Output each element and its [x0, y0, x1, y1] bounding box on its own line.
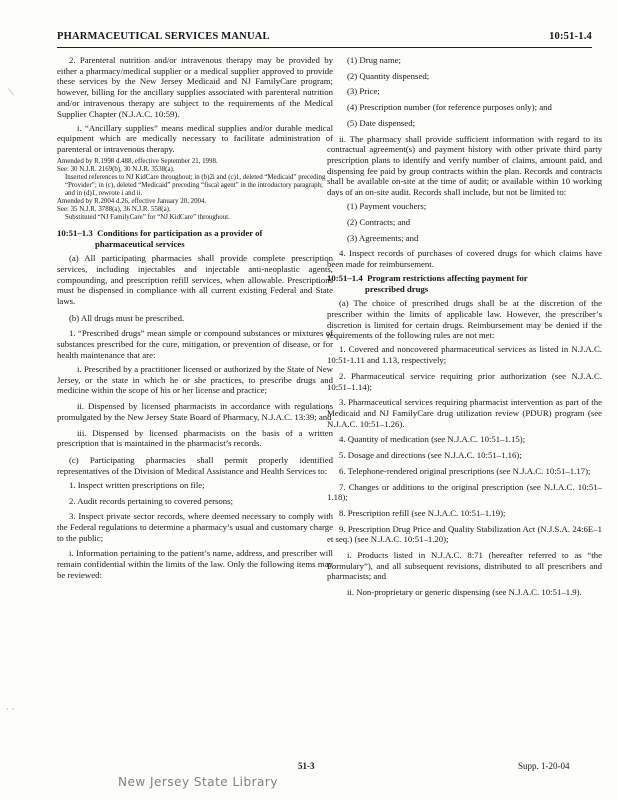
section-title: Conditions for participation as a provider of [97, 228, 263, 239]
paragraph: i. Prescribed by a practitioner licensed or authorized by the State of New Jersey, or the state in which he or she practices, to prescribe drugs and medicine within the scope of his or her license and practice; [57, 364, 333, 396]
list-item: (3) Agreements; and [347, 232, 419, 243]
paragraph: 1. “Prescribed drugs” mean simple or compound substances or mixtures of substances prescribed for the cure, mitigation, or prevention of disease, or for health maintenance that are: [57, 328, 333, 360]
paragraph: (b) All drugs must be prescribed. [69, 312, 185, 323]
paragraph: 4. Inspect records of purchases of covered drugs for which claims have been made for reimbursement. [327, 248, 602, 270]
list-item: (4) Prescription number (for reference purposes only); and [347, 102, 552, 113]
list-item: 6. Telephone-rendered original prescriptions (see N.J.A.C. 10:51–1.17); [339, 465, 591, 476]
paragraph: (a) The choice of prescribed drugs shall be at the discretion of the prescriber within the limits of applicable law. However, the prescriber’s discretion is limited for certain drugs. Reimbursement may be denied if the requirements of the following rules are not met: [327, 298, 602, 341]
section-title: Program restrictions affecting payment for [367, 273, 528, 284]
amendment-note: See: 35 N.J.R. 3788(a), 36 N.J.R. 558(a). [57, 206, 171, 214]
running-header [57, 31, 592, 42]
list-item: 9. Prescription Drug Price and Quality Stabilization Act (N.J.S.A. 24:6E–1 et seq.) (see N.J.A.C. 10:51–1.20); [327, 523, 602, 545]
list-item: 7. Changes or additions to the original prescription (see N.J.A.C. 10:51–1.18); [327, 481, 602, 503]
list-item: 3. Inspect private sector records, where deemed necessary to comply with the Federal regulations to determine a pharmacy’s usual and customary charge to the public; [57, 511, 333, 543]
paragraph: ii. The pharmacy shall provide sufficient information with regard to its contractual agreement(s) and payment history with other private third party prescription plans to identify and verify number of claims, amount paid, and dispensing fee paid by group contracts within the plan. Records and contracts shall be available on-site at the time of audit; or available within 10 working days of an on-site audit. Records shall include, but not be limited to: [327, 133, 602, 198]
list-item: (3) Price; [347, 86, 380, 97]
amendment-note: See: 30 N.J.R. 2169(b), 30 N.J.R. 3538(a). [57, 166, 175, 174]
amendment-note: Inserted references to NJ KidCare throughout; in (b)2i and (c)1, deleted “Medicaid” preceding “Provider”; in (c), deleted “Medicaid” preceding “fiscal agent” in the introductory paragraph; and in (d)1, rewrote i and ii. [65, 174, 326, 198]
amendment-note: Amended by R.2004 d.26, effective January 20, 2004. [57, 198, 207, 206]
list-item: (2) Contracts; and [347, 216, 411, 227]
list-item: ii. Non-proprietary or generic dispensing (see N.J.A.C. 10:51–1.9). [347, 587, 582, 598]
page-number: 51-3 [298, 761, 315, 771]
paragraph: (c) Participating pharmacies shall permit properly identified representatives of the Division of Medical Assistance and Health Services to: [57, 454, 333, 476]
list-item: i. Products listed in N.J.A.C. 8:71 (hereafter referred to as “the Formulary”), and all subsequent revisions, distributed to all prescribers and pharmacists; and [327, 550, 602, 582]
section-title-continued: prescribed drugs [365, 283, 429, 294]
amendment-history [57, 158, 333, 222]
list-item: (5) Date dispensed; [347, 117, 416, 128]
list-item: 8. Prescription refill (see N.J.A.C. 10:51–1.19); [339, 507, 506, 518]
section-number: 10:51–1.4 [327, 273, 363, 284]
list-item: 1. Covered and noncovered pharmaceutical services as listed in N.J.A.C. 10:51-1.11 and 1.13, respectively; [327, 344, 602, 366]
section-heading-1-4 [327, 273, 602, 294]
list-item: 2. Audit records pertaining to covered persons; [69, 495, 234, 506]
manual-title: PHARMACEUTICAL SERVICES MANUAL [57, 31, 270, 42]
paragraph: 2. Parenteral nutrition and/or intravenous therapy may be provided by either a pharmacy/medical supplier or a medical supplier approved to provide these services by the New Jersey Medicaid and NJ FamilyCare program; however, billing for the ancillary supplies associated with parenteral nutrition and/or intravenous therapy are subject to the requirements of the Medical Supplier Chapter (N.J.A.C. 10:59). [57, 55, 333, 119]
list-item: 4. Quantity of medication (see N.J.A.C. 10:51–1.15); [339, 434, 526, 445]
list-item: (1) Payment vouchers; [347, 201, 427, 212]
paragraph: iii. Dispensed by licensed pharmacists on the basis of a written prescription that is maintained in the pharmacist’s records. [57, 427, 333, 449]
margin-mark: ⟍ [8, 88, 15, 98]
library-stamp: New Jersey State Library [118, 775, 278, 789]
paragraph: ii. Dispensed by licensed pharmacists in accordance with regulations promulgated by the New Jersey State Board of Pharmacy, N.J.A.C. 13:39; and [57, 401, 333, 422]
left-column [57, 55, 333, 584]
paragraph: i. Information pertaining to the patient’s name, address, and prescriber will remain confidential within the limits of the law. Only the following items may be reviewed: [57, 548, 333, 580]
section-number: 10:51–1.3 [57, 228, 93, 239]
list-item: 1. Inspect written prescriptions on file; [69, 479, 205, 490]
section-title-continued: pharmaceutical services [95, 239, 185, 250]
list-item: 5. Dosage and directions (see N.J.A.C. 10:51–1.16); [339, 450, 522, 461]
list-item: 2. Pharmaceutical service requiring prior authorization (see N.J.A.C. 10:51–1.14); [327, 370, 602, 392]
amendment-note: Amended by R.1998 d.488, effective September 21, 1998. [57, 158, 218, 166]
paragraph: (a) All participating pharmacies shall provide complete prescription services, including injectables and injectable anti-neoplastic agents, compounding, and prescription refill services, when allowable. Prescriptions must be dispensed in compliance with all current existing Federal and State laws. [57, 253, 333, 307]
section-range: 10:51-1.4 [549, 31, 592, 42]
margin-mark: · · [6, 705, 15, 715]
amendment-note: Substituted “NJ FamilyCare” for “NJ KidCare” throughout. [65, 214, 230, 222]
paragraph: i. “Ancillary supplies” means medical supplies and/or durable medical equipment which are medically necessary to facilitate administration of parenteral or intravenous therapy. [57, 122, 333, 155]
supplement-date: Supp. 1-20-04 [518, 761, 570, 771]
header-rule [57, 47, 592, 48]
right-column [327, 55, 602, 603]
list-item: (2) Quantity dispensed; [347, 70, 430, 81]
section-heading-1-3 [57, 228, 333, 249]
list-item: 3. Pharmaceutical services requiring pharmacist intervention as part of the Medicaid and NJ FamilyCare drug utilization review (PDUR) program (see N.J.A.C. 10:51–1.26). [327, 397, 602, 429]
list-item: (1) Drug name; [347, 55, 401, 65]
